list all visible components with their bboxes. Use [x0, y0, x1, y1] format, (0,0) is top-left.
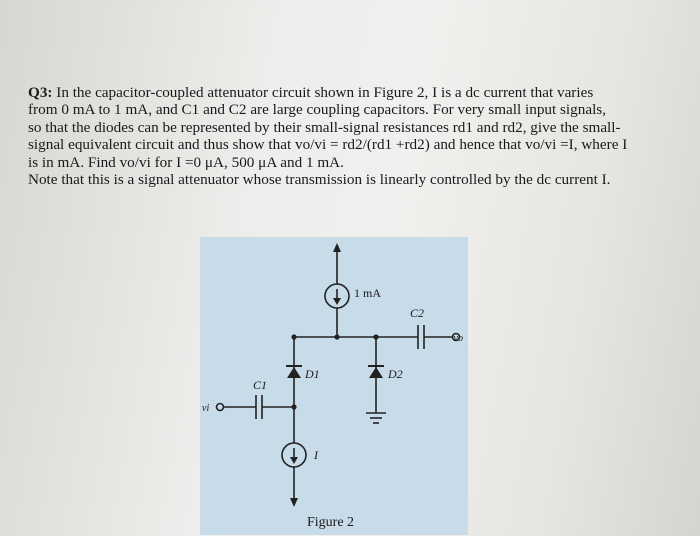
d2-diode-triangle	[369, 367, 383, 378]
bottom-source-arrowhead	[290, 457, 298, 464]
circuit-diagram	[200, 237, 468, 535]
question-line-6: Note that this is a signal attenuator whose transmission is linearly controlled by the dc current I.	[28, 171, 611, 189]
circuit-figure	[200, 237, 468, 535]
bottom-supply-arrowhead	[290, 498, 298, 507]
d2-top-dot	[373, 334, 378, 339]
vo-label: vo	[453, 333, 463, 344]
vi-label: vi	[202, 403, 210, 414]
top-source-arrowhead	[333, 298, 341, 305]
d2-label: D2	[388, 367, 403, 381]
vi-terminal	[217, 404, 224, 411]
d1-diode-triangle	[287, 367, 301, 378]
top-node-dot	[334, 334, 339, 339]
question-line-2: from 0 mA to 1 mA, and C1 and C2 are large coupling capacitors. For very small input signals,	[28, 101, 607, 119]
d1-top-dot	[291, 334, 296, 339]
question-line-1: Q3: In the capacitor-coupled attenuator circuit shown in Figure 2, I is a dc current that varies	[28, 84, 594, 101]
c1-label: C1	[253, 378, 268, 392]
question-line-4: signal equivalent circuit and thus show that vo/vi = rd2/(rd1 +rd2) and hence that vo/vi =I, where I	[28, 136, 628, 154]
question-line-3: so that the diodes can be represented by their small-signal resistances rd1 and rd2, give the small-	[28, 118, 621, 136]
bottom-source-label: I	[314, 448, 318, 462]
d1-label: D1	[305, 367, 320, 381]
question-line-5: is in mA. Find vo/vi for I =0 μA, 500 μA and 1 mA.	[28, 153, 344, 171]
d1-bottom-dot	[291, 404, 296, 409]
top-source-label: 1 mA	[354, 286, 381, 300]
top-supply-arrowhead	[333, 243, 341, 252]
question-text	[28, 84, 668, 188]
figure-caption: Figure 2	[307, 515, 355, 530]
question-label: Q3:	[28, 84, 53, 101]
c2-label: C2	[410, 306, 425, 320]
